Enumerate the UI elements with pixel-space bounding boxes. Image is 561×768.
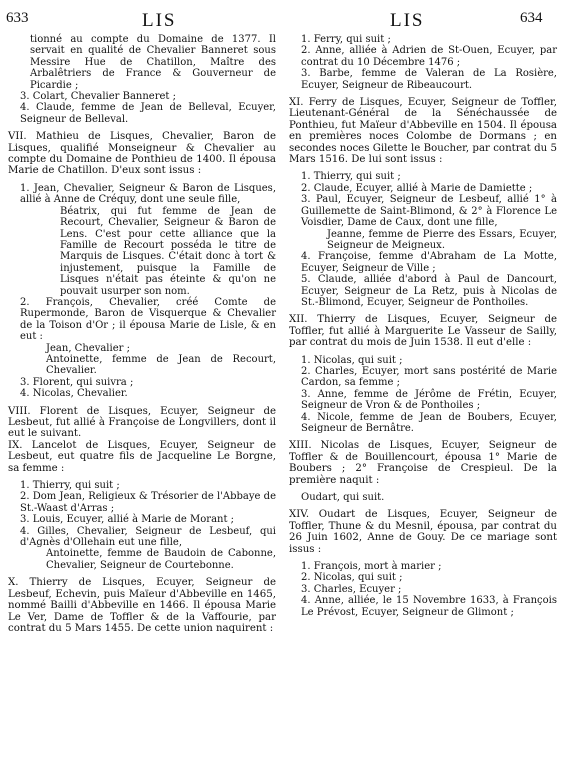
text-paragraph: VII. Mathieu de Lisques, Chevalier, Baron de Lisques, qualifié Monseigneur & Chevalier au compte du Domaine de Ponthieu de 1400. Il épousa Marie de Chatillon. D'eux sont issus : <box>8 131 276 177</box>
text-paragraph: 5. Claude, alliée d'abord à Paul de Dancourt, Ecuyer, Seigneur de La Retz, puis à Nicolas de St.-Blimond, Ecuyer, Seigneur de Ponthoiles. <box>301 274 557 308</box>
text-paragraph: 1. Thierry, qui suit ; <box>20 480 120 492</box>
text-paragraph: X. Thierry de Lisques, Ecuyer, Seigneur de Lesbeuf, Echevin, puis Maïeur d'Abbeville en 1465, nommé Bailli d'Abbeville en 1466. Il épousa Marie Le Ver, Dame de Toffler & de la Vaffourie, par contrat du 5 Mars 1455. De cette union naquirent : <box>8 577 276 634</box>
text-paragraph: 2. François, Chevalier, créé Comte de Rupermonde, Baron de Visquerque & Chevalier de la Toison d'Or ; il épousa Marie de Lisle, & en eut : <box>20 296 276 343</box>
text-paragraph: 3. Charles, Ecuyer ; <box>301 583 402 595</box>
text-paragraph: VIII. Florent de Lisques, Ecuyer, Seigneur de Lesbeut, fut allié à Françoise de Longvillers, dont il eut le suivant. <box>8 405 276 440</box>
right-text-column <box>289 34 557 618</box>
text-paragraph: Antoinette, femme de Baudoin de Cabonne, Chevalier, Seigneur de Courtebonne. <box>46 548 276 571</box>
right-page-number: 634 <box>520 10 543 26</box>
left-page-number: 633 <box>6 10 29 26</box>
text-paragraph: 1. François, mort à marier ; <box>301 561 442 573</box>
text-paragraph: 1. Jean, Chevalier, Seigneur & Baron de Lisques, allié à Anne de Créquy, dont une seule fille, <box>20 182 276 206</box>
text-paragraph: 2. Anne, alliée à Adrien de St-Ouen, Ecuyer, par contrat du 10 Décembre 1476 ; <box>301 45 557 68</box>
text-paragraph: XI. Ferry de Lisques, Ecuyer, Seigneur de Toffler, Lieutenant-Général de la Sénéchaussée de Ponthieu, fut Maïeur d'Abbeville en 1504. Il épousa en premières noces Colombe de Dormans ; en secondes noces Gilette le Boucher, par contrat du 5 Mars 1516. De lui sont issus : <box>289 97 557 166</box>
text-paragraph: 4. Nicolas, Chevalier. <box>20 388 128 400</box>
text-paragraph: XIII. Nicolas de Lisques, Ecuyer, Seigneur de Toffler & de Bouillencourt, épousa 1° Marie de Boubers ; 2° Françoise de Crespieul. De la première naquit : <box>289 440 557 486</box>
text-paragraph: 4. Gilles, Chevalier, Seigneur de Lesbeuf, qui d'Agnès d'Ollehain eut une fille, <box>20 525 276 549</box>
right-running-head: LIS <box>390 10 425 31</box>
text-paragraph: 3. Florent, qui suivra ; <box>20 376 134 388</box>
left-text-column <box>8 34 276 634</box>
text-paragraph: tionné au compte du Domaine de 1377. Il servait en qualité de Chevalier Banneret sous Messire Hue de Chatillon, Maître des Arbalêtriers de France & Gouverneur de Picardie ; <box>30 34 276 91</box>
text-paragraph: 4. Anne, alliée, le 15 Novembre 1633, à François Le Prévost, Ecuyer, Seigneur de Glimont ; <box>301 595 557 618</box>
text-paragraph: IX. Lancelot de Lisques, Ecuyer, Seigneur de Lesbeut, eut quatre fils de Jacqueline Le Borgne, sa femme : <box>8 439 276 474</box>
text-paragraph: XIV. Oudart de Lisques, Ecuyer, Seigneur de Toffler, Thune & du Mesnil, épousa, par contrat du 26 Juin 1602, Anne de Gouy. De ce mariage sont issus : <box>289 509 557 555</box>
text-paragraph: Antoinette, femme de Jean de Recourt, Chevalier. <box>46 353 276 377</box>
text-paragraph: 2. Nicolas, qui suit ; <box>301 572 403 584</box>
text-paragraph: 4. Claude, femme de Jean de Belleval, Ecuyer, Seigneur de Belleval. <box>20 102 276 125</box>
text-paragraph: 4. Nicole, femme de Jean de Boubers, Ecuyer, Seigneur de Bernâtre. <box>301 411 557 434</box>
text-paragraph: 3. Barbe, femme de Valeran de La Rosière, Ecuyer, Seigneur de Ribeaucourt. <box>301 68 557 91</box>
text-paragraph: 3. Paul, Ecuyer, Seigneur de Lesbeuf, allié 1° à Guillemette de Saint-Blimond, & 2° à Florence Le Voisdier, Dame de Caux, dont une fille, <box>301 194 557 229</box>
text-paragraph: 1. Nicolas, qui suit ; <box>301 354 403 366</box>
text-paragraph: 1. Thierry, qui suit ; <box>301 171 401 183</box>
left-running-head: LIS <box>142 10 177 31</box>
text-paragraph: Jeanne, femme de Pierre des Essars, Ecuyer, Seigneur de Meigneux. <box>327 228 557 251</box>
text-paragraph: 3. Colart, Chevalier Banneret ; <box>20 91 176 103</box>
text-paragraph: Béatrix, qui fut femme de Jean de Recourt, Chevalier, Seigneur & Baron de Lens. C'est pour cette alliance que la Famille de Recourt posséda le titre de Marquis de Lisques. C'était donc à tort & injustement, puisque la Famille de Lisques n'était pas éteinte & qu'on ne pouvait usurper son nom. <box>60 205 276 297</box>
text-paragraph: 2. Claude, Ecuyer, allié à Marie de Damiette ; <box>301 182 533 194</box>
text-paragraph: 3. Louis, Ecuyer, allié à Marie de Morant ; <box>20 514 235 526</box>
text-paragraph: 2. Dom Jean, Religieux & Trésorier de l'Abbaye de St.-Waast d'Arras ; <box>20 491 276 514</box>
text-paragraph: 3. Anne, femme de Jérôme de Frétin, Ecuyer, Seigneur de Vron & de Ponthoiles ; <box>301 388 557 412</box>
text-paragraph: 1. Ferry, qui suit ; <box>301 34 391 45</box>
text-paragraph: 2. Charles, Ecuyer, mort sans postérité de Marie Cardon, sa femme ; <box>301 365 557 389</box>
text-paragraph: Oudart, qui suit. <box>301 492 385 504</box>
text-paragraph: Jean, Chevalier ; <box>46 342 130 354</box>
text-paragraph: 4. Françoise, femme d'Abraham de La Motte, Ecuyer, Seigneur de Ville ; <box>301 251 557 274</box>
text-paragraph: XII. Thierry de Lisques, Ecuyer, Seigneur de Toffler, fut allié à Marguerite Le Vasseur de Sailly, par contrat du mois de Juin 1538. Il eut d'elle : <box>289 314 557 349</box>
